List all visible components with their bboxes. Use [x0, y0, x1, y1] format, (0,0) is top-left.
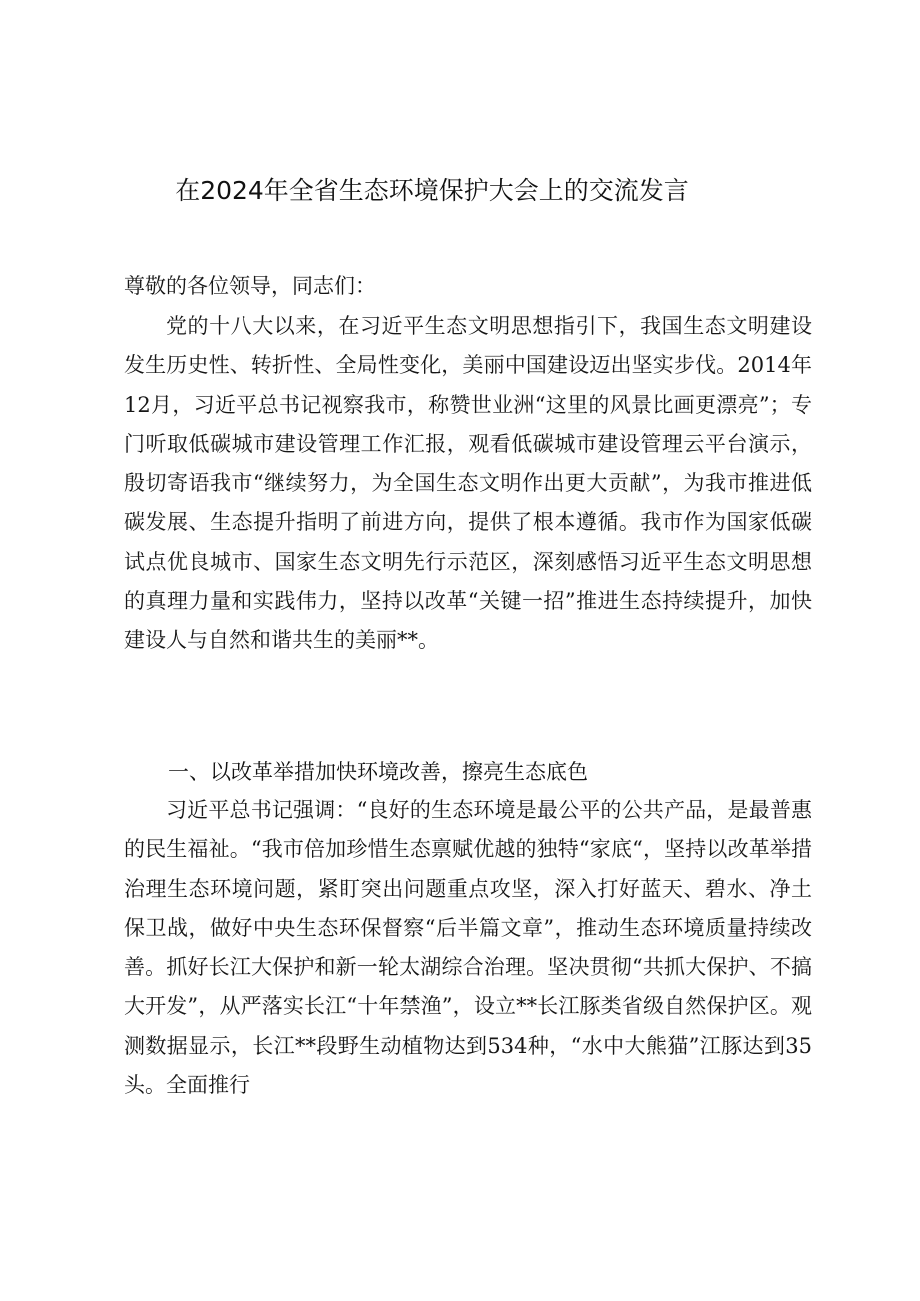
paragraph-intro: 党的十八大以来，在习近平生态文明思想指引下，我国生态文明建设发生历史性、转折性、全局性变化，美丽中国建设迈出坚实步伐。2014年12月，习近平总书记视察我市，称赞世业洲“这里的风景比画更漂亮”；专门听取低碳城市建设管理工作汇报，观看低碳城市建设管理云平台演示，殷切寄语我市“继续努力，为全国生态文明作出更大贡献”，为我市推进低碳发展、生态提升指明了前进方向，提供了根本遵循。我市作为国家低碳试点优良城市、国家生态文明先行示范区，深刻感悟习近平生态文明思想的真理力量和实践伟力，坚持以改革“关键一招”推进生态持续提升，加快建设人与自然和谐共生的美丽**。 [124, 314, 812, 653]
salutation: 尊敬的各位领导，同志们： [124, 274, 376, 298]
document-title: 在2024年全省生态环境保护大会上的交流发言 [175, 176, 689, 205]
paragraph-section-1: 习近平总书记强调：“良好的生态环境是最公平的公共产品，是最普惠的民生福祉。“我市倍加珍惜生态禀赋优越的独特“家底“，坚持以改革举措治理生态环境问题，紧盯突出问题重点攻坚，深入打好蓝天、碧水、净土保卫战，做好中央生态环保督察“后半篇文章”，推动生态环境质量持续改善。抓好长江大保护和新一轮太湖综合治理。坚决贯彻“共抓大保护、不搞大开发”，从严落实长江“十年禁渔”，设立**长江豚类省级自然保护区。观测数据显示，长江**段野生动植物达到534种，“水中大熊猫”江豚达到35头。全面推行 [124, 798, 812, 1098]
section-heading-1: 一、以改革举措加快环境改善，擦亮生态底色 [168, 760, 588, 784]
